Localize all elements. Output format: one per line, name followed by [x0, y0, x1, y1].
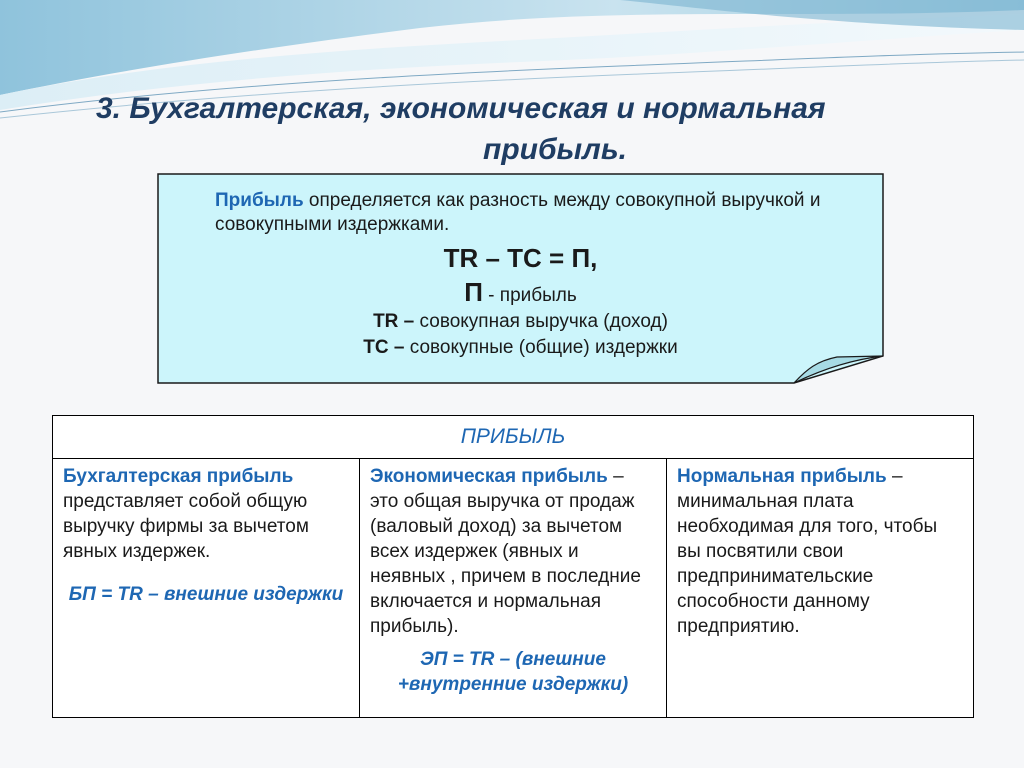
slide-title-line-1: 3. Бухгалтерская, экономическая и нормальная	[96, 92, 826, 125]
column-body: представляет собой общую выручку фирмы за вычетом явных издержек.	[63, 491, 309, 562]
column-formula: ЭП = TR – (внешние +внутренние издержки)	[397, 649, 629, 695]
column-formula: БП = TR – внешние издержки	[68, 584, 344, 605]
definition-callout	[157, 173, 884, 384]
legend-profit	[157, 277, 884, 308]
column-heading: Бухгалтерская прибыль	[63, 466, 294, 487]
slide-title-line-2: прибыль.	[483, 133, 627, 166]
table-column-normal-profit	[667, 458, 973, 717]
legend-costs-text: совокупные (общие) издержки	[404, 337, 678, 358]
legend-profit-symbol: П	[464, 277, 483, 307]
legend-revenue-text: совокупная выручка (доход)	[414, 311, 668, 332]
table-header: ПРИБЫЛЬ	[53, 416, 973, 459]
legend-costs	[157, 336, 884, 360]
profit-types-table	[52, 415, 974, 718]
column-body: – минимальная плата необходимая для того, чтобы вы посвятили свои предпринимательские способности данному предприятию.	[677, 466, 938, 637]
legend-profit-text: - прибыль	[482, 285, 577, 306]
definition-text: определяется как разность между совокупной выручкой и совокупными издержками.	[215, 190, 821, 235]
table-column-accounting-profit	[53, 458, 360, 717]
legend-revenue-symbol: TR –	[373, 311, 415, 332]
table-column-economic-profit	[360, 458, 667, 717]
legend-revenue	[157, 310, 884, 334]
profit-definition	[215, 189, 835, 237]
profit-formula: TR – TC = П,	[443, 243, 598, 273]
legend-costs-symbol: TC –	[363, 337, 405, 358]
column-heading: Экономическая прибыль	[370, 466, 608, 487]
column-heading: Нормальная прибыль	[677, 466, 887, 487]
definition-keyword: Прибыль	[215, 190, 304, 211]
column-body: – это общая выручка от продаж (валовый доход) за вычетом всех издержек (явных и неявных , причем в последние включается и нормальная прибыль).	[370, 466, 641, 637]
